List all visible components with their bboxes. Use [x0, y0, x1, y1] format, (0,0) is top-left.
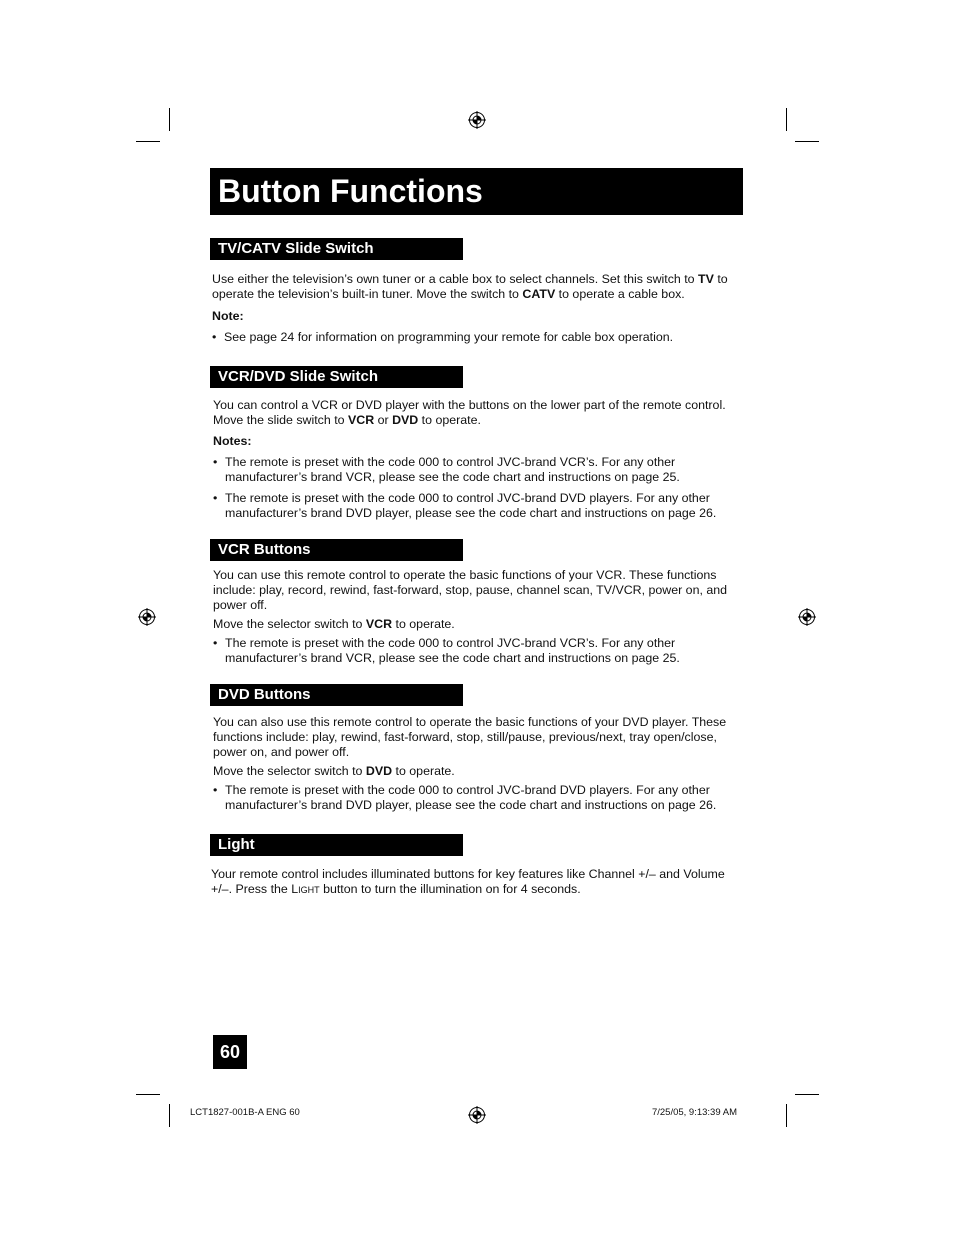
footer-timestamp: 7/25/05, 9:13:39 AM	[651, 1107, 737, 1118]
registration-mark-icon	[468, 1106, 486, 1124]
section-heading-light: Light	[210, 834, 463, 856]
list-item: • See page 24 for information on programming your remote for cable box operation.	[212, 330, 674, 344]
dvd-buttons-paragraph: You can also use this remote control to operate the basic functions of your DVD player. These functions include: play, rewind, fast-forward, stop, still/pause, previous/next, tray open/close, power on, and power off.	[213, 715, 727, 759]
vcr-buttons-paragraph: You can use this remote control to operate the basic functions of your VCR. These functions include: play, record, rewind, fast-forward, stop, pause, channel scan, TV/VCR, power on, and power off.	[213, 568, 728, 612]
page-title: Button Functions	[210, 168, 743, 215]
tv-catv-paragraph: Use either the television’s own tuner or a cable box to select channels. Set this switch to TV to operate the television’s built-in tuner. Move the switch to CATV to operate a cable box.	[212, 272, 728, 301]
light-paragraph: Your remote control includes illuminated buttons for key features like Channel +/– and Volume +/–. Press the Light button to turn the illumination on for 4 seconds.	[211, 867, 725, 896]
crop-mark	[786, 1104, 787, 1127]
page-number: 60	[213, 1035, 247, 1069]
list-item: • The remote is preset with the code 000 to control JVC-brand VCR’s. For any other manufacturer’s brand VCR, please see the code chart and instructions on page 25.	[213, 636, 680, 665]
crop-mark	[136, 141, 160, 142]
crop-mark	[169, 108, 170, 131]
crop-mark	[136, 1094, 160, 1095]
registration-mark-icon	[468, 111, 486, 129]
list-item: • The remote is preset with the code 000 to control JVC-brand DVD players. For any other manufacturer’s brand DVD player, please see the code chart and instructions on page 26.	[213, 491, 717, 520]
registration-mark-icon	[798, 608, 816, 626]
crop-mark	[169, 1104, 170, 1127]
section-heading-dvd-buttons: DVD Buttons	[210, 684, 463, 706]
registration-mark-icon	[138, 608, 156, 626]
notes-label: Notes:	[213, 434, 252, 448]
note-label: Note:	[212, 309, 244, 323]
crop-mark	[795, 1094, 819, 1095]
dvd-move-instruction: Move the selector switch to DVD to operate.	[213, 764, 455, 778]
crop-mark	[795, 141, 819, 142]
list-item: • The remote is preset with the code 000 to control JVC-brand DVD players. For any other manufacturer’s brand DVD player, please see the code chart and instructions on page 26.	[213, 783, 717, 812]
footer-file-id: LCT1827-001B-A ENG 60	[190, 1107, 300, 1118]
crop-mark	[786, 108, 787, 131]
list-item: • The remote is preset with the code 000 to control JVC-brand VCR’s. For any other manufacturer’s brand VCR, please see the code chart and instructions on page 25.	[213, 455, 680, 484]
section-heading-vcr-dvd-switch: VCR/DVD Slide Switch	[210, 366, 463, 388]
section-heading-vcr-buttons: VCR Buttons	[210, 539, 463, 561]
section-heading-tv-catv: TV/CATV Slide Switch	[210, 238, 463, 260]
vcr-move-instruction: Move the selector switch to VCR to operate.	[213, 617, 455, 631]
vcr-dvd-paragraph: You can control a VCR or DVD player with the buttons on the lower part of the remote control. Move the slide switch to VCR or DVD to operate.	[213, 398, 726, 427]
